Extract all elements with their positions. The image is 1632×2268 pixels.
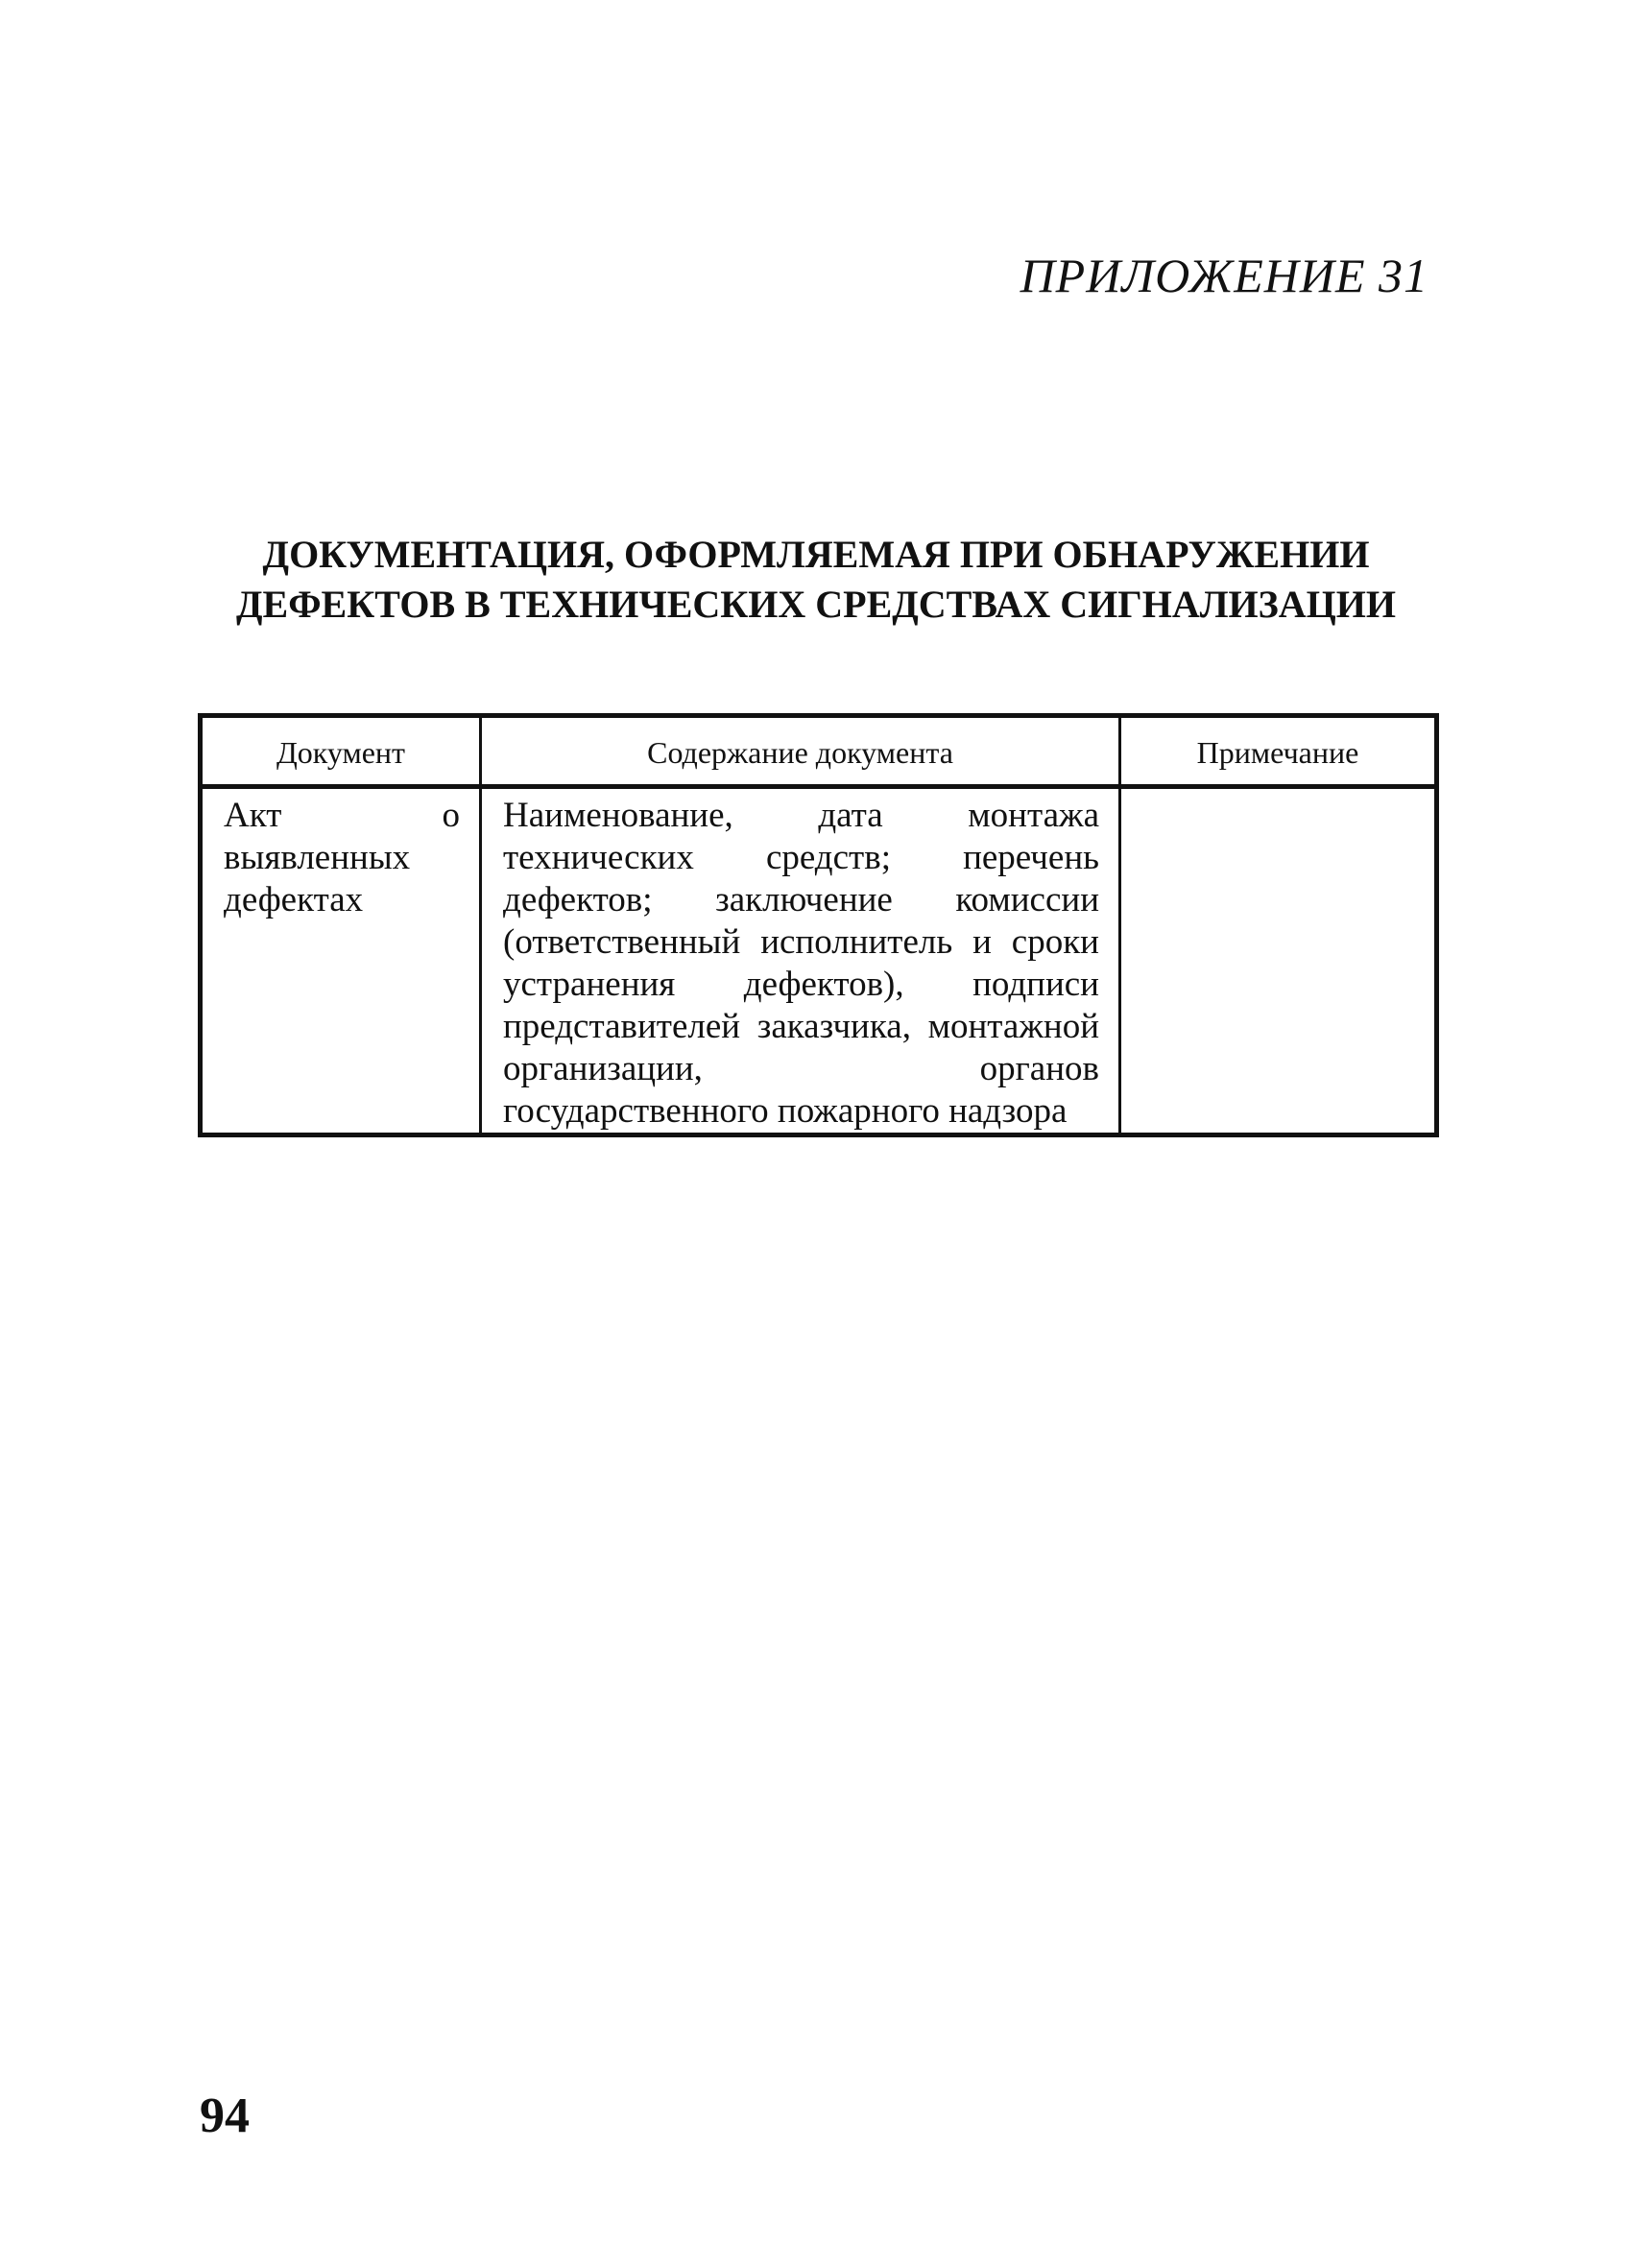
column-header-note: Примечание — [1120, 716, 1437, 787]
cell-note — [1120, 787, 1437, 1135]
title-line-2: ДЕФЕКТОВ В ТЕХНИЧЕСКИХ СРЕДСТВАХ СИГНАЛИЗАЦИИ — [236, 583, 1396, 626]
title-line-1: ДОКУМЕНТАЦИЯ, ОФОРМЛЯЕМАЯ ПРИ ОБНАРУЖЕНИИ — [262, 533, 1370, 576]
appendix-label: ПРИЛОЖЕНИЕ 31 — [1020, 249, 1428, 302]
cell-content: Наименование, дата монтажа технических средств; перечень дефектов; заключение комиссии (ответственный исполнитель и сроки устранения дефектов), подписи представителей заказчика, монтажной организации, органов государственного пожарного надзора — [481, 787, 1120, 1135]
page-number: 94 — [200, 2089, 250, 2143]
column-header-content: Содержание документа — [481, 716, 1120, 787]
table-header-row — [201, 716, 1437, 787]
table-row — [201, 787, 1437, 1135]
column-header-document: Документ — [201, 716, 481, 787]
cell-document: Акт о выявленных дефектах — [201, 787, 481, 1135]
documentation-table — [198, 713, 1439, 1137]
document-title — [144, 530, 1488, 630]
